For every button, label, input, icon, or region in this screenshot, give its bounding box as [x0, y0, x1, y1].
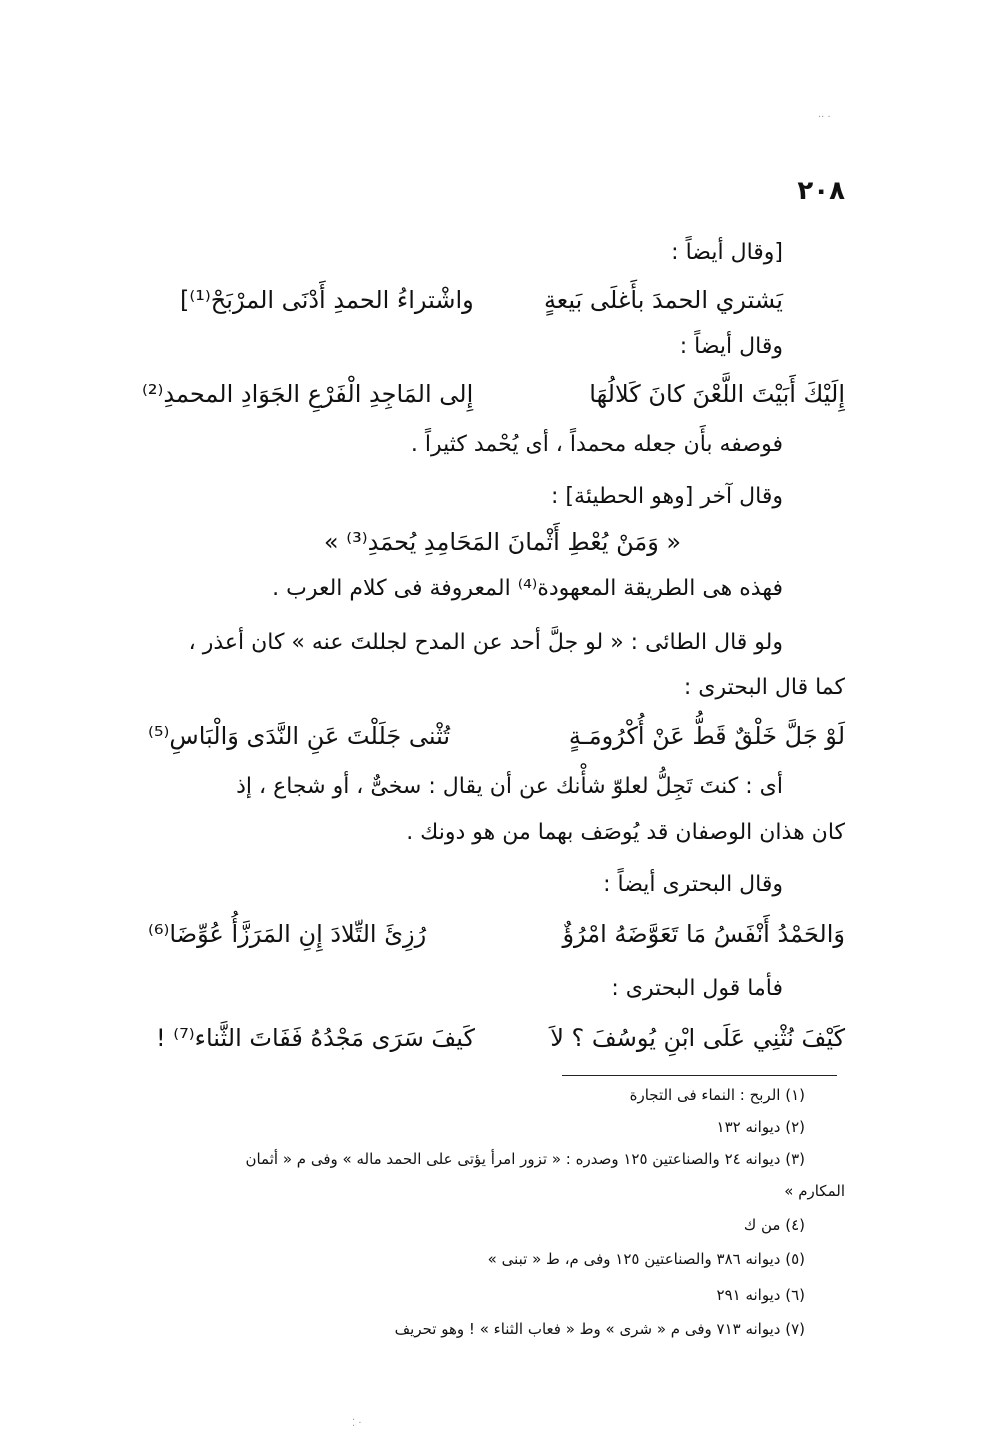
footnote: (٢) ديوانه ١٣٢ — [716, 1118, 805, 1136]
footnote: (١) الربح : النماء فى التجارة — [629, 1086, 805, 1104]
verse-hemistich-right: وَالحَمْدُ أَنْفَسُ مَا تَعَوَّضَهُ امْرُؤٌ — [562, 920, 845, 948]
page-number: ٢٠٨ — [797, 176, 845, 206]
footnote: (٦) ديوانه ٢٩١ — [716, 1286, 805, 1304]
scan-speck: ⁚ · — [352, 1418, 362, 1429]
body-line: [وقال أيضاً : — [671, 240, 783, 265]
body-line: فأما قول البحترى : — [611, 976, 783, 1001]
footnote: (٥) ديوانه ٣٨٦ والصناعتين ١٢٥ وفى م، ط « تبنى » — [487, 1250, 805, 1268]
body-line: فهذه هى الطريقة المعهودة⁽⁴⁾ المعروفة فى كلام العرب . — [272, 576, 783, 601]
footnote-continuation: المكارم » — [784, 1182, 845, 1200]
verse-hemistich-left: إِلى المَاجِدِ الْفَرْعِ الجَوَادِ المحمدِ⁽²⁾ — [142, 380, 474, 408]
verse-hemistich-left: تُثْنى جَلَلْتَ عَنِ النَّدَى وَالْبَاسِ⁽⁵⁾ — [148, 722, 451, 750]
body-line: وقال أيضاً : — [679, 334, 783, 359]
body-line: كان هذان الوصفان قد يُوصَف بهما من هو دونك . — [406, 820, 845, 845]
body-line: فوصفه بأَن جعله محمداً ، أى يُحْمد كثيراً . — [410, 432, 783, 457]
footnote-divider — [562, 1075, 837, 1076]
verse-hemistich-left: كَيفَ سَرَى مَجْدُهُ فَفَاتَ الثَّناء⁽⁷⁾ ! — [156, 1024, 475, 1052]
body-line: أى : كنتَ تَجِلُّ لعلوّ شأْنك عن أن يقال : سخىٌّ ، أو شجاع ، إذ — [236, 774, 783, 799]
body-line: ولو قال الطائى : « لو جلَّ أحد عن المدح لجللتَ عنه » كان أعذر ، — [188, 630, 783, 655]
verse-single-hemistich: « وَمَنْ يُعْطِ أَثْمانَ المَحَامِدِ يُحمَدِ⁽³⁾ » — [323, 528, 682, 556]
verse-hemistich-right: كَيْفَ نُثْنِي عَلَى ابْنِ يُوسُفَ ؟ لاَ — [550, 1024, 845, 1052]
body-line: كما قال البحترى : — [683, 675, 845, 700]
body-line: وقال البحترى أيضاً : — [603, 872, 783, 897]
footnote: (٧) ديوانه ٧١٣ وفى م « شرى » وط « فعاب الثناء » ! وهو تحريف — [394, 1320, 805, 1338]
verse-hemistich-right: يَشتري الحمدَ بأَغلَى بَيعةٍ — [543, 286, 783, 314]
scan-speck: ·· · — [818, 112, 831, 123]
verse-hemistich-left: واشْتراءُ الحمدِ أَدْنَى المرْبَحْ⁽¹⁾] — [180, 286, 474, 314]
footnote: (٣) ديوانه ٢٤ والصناعتين ١٢٥ وصدره : « تزور امرأ يؤتى على الحمد ماله » وفى م « أثمان — [245, 1150, 805, 1168]
verse-hemistich-left: رُزِئَ التِّلادَ إِنِ المَرَزَّأُ عُوِّضَا⁽⁶⁾ — [148, 920, 427, 948]
footnote: (٤) من ك — [743, 1216, 805, 1234]
verse-hemistich-right: لَوْ جَلَّ خَلْقٌ قَطُّ عَنْ أُكْرُومَـةٍ — [568, 722, 845, 750]
body-line: وقال آخر [وهو الحطيئة] : — [551, 484, 783, 509]
verse-hemistich-right: إِلَيْكَ أَبَيْتَ اللَّعْنَ كانَ كَلالُهَا — [589, 380, 845, 408]
